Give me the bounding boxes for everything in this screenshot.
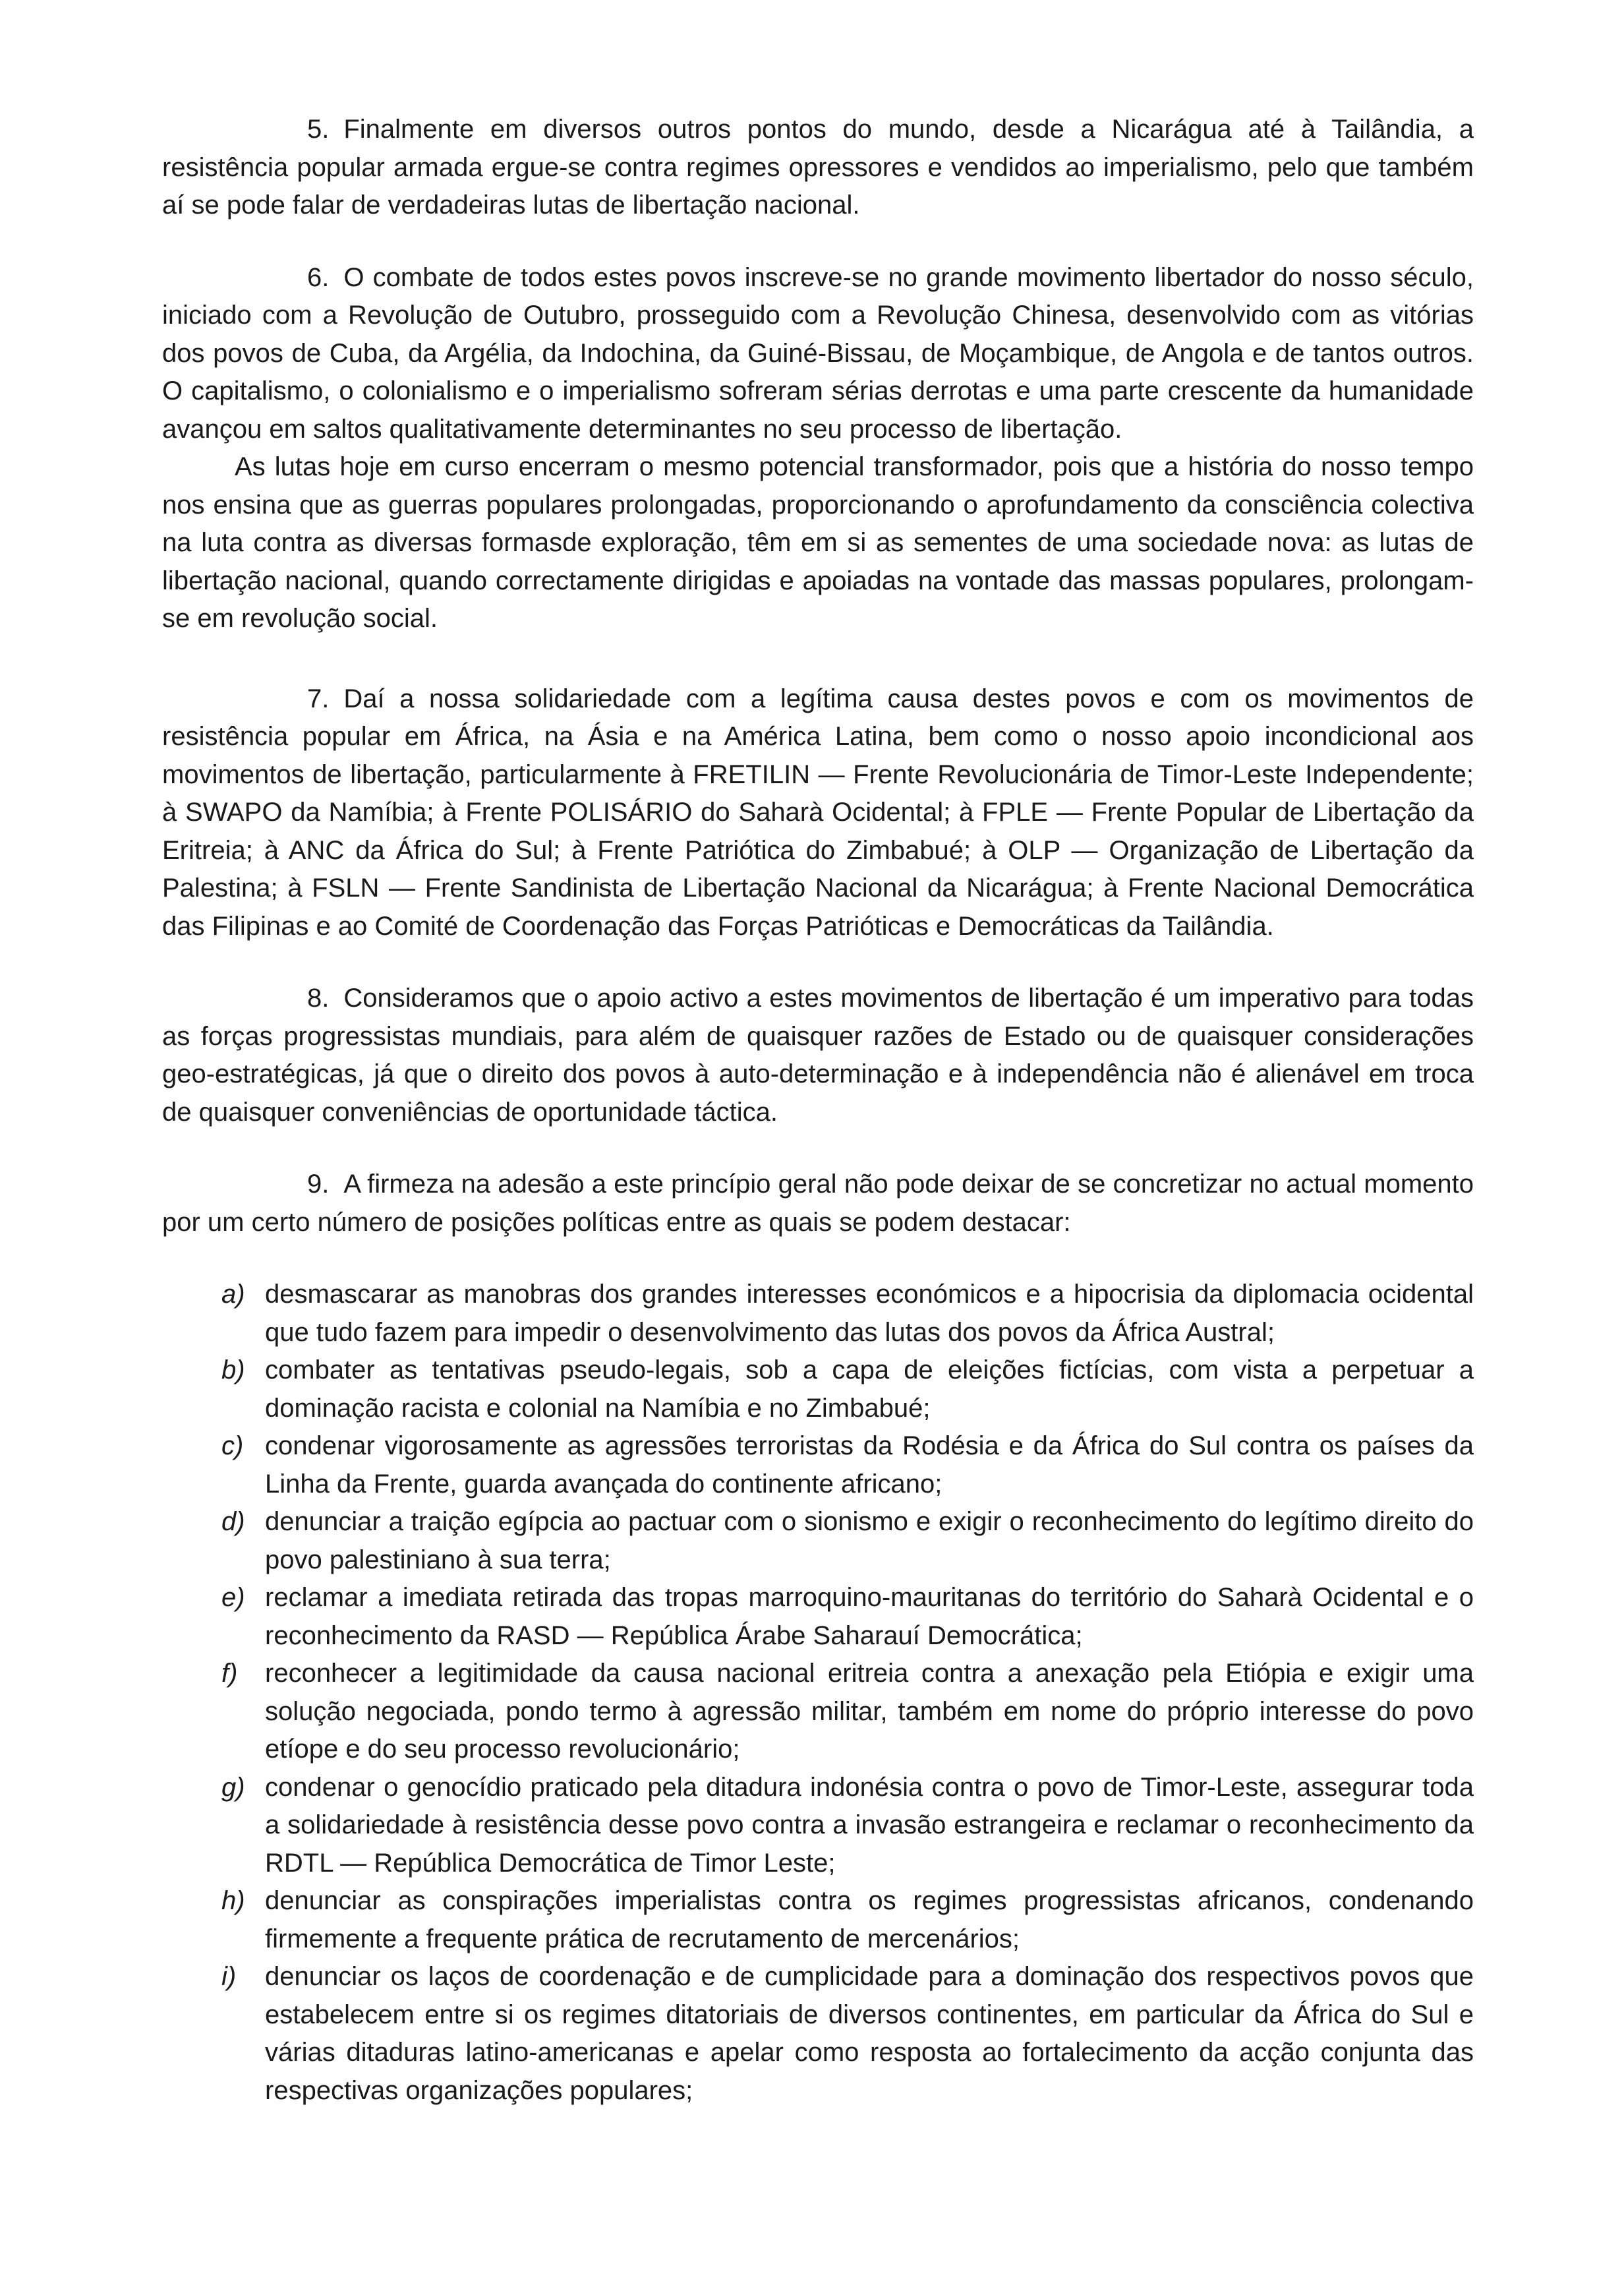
paragraph-6 [162,259,1474,449]
paragraph-text: Finalmente em diversos outros pontos do mundo, desde a Nicarágua até à Tailândia, a resistência popular armada ergue-se contra regimes opressores e vendidos ao imperialismo, pelo que também aí se pode falar de verdadeiras lutas de libertação nacional. [162,115,1474,220]
list-item [162,1579,1474,1655]
list-item-text: desmascarar as manobras dos grandes interesses económicos e a hipocrisia da diplomacia ocidental que tudo fazem para impedir o desenvolvimento das lutas dos povos da África Austral; [265,1280,1474,1347]
list-item-text: denunciar as conspirações imperialistas contra os regimes progressistas africanos, condenando firmemente a frequente prática de recrutamento de mercenários; [265,1886,1474,1953]
list-item [162,1427,1474,1503]
list-item-text: denunciar os laços de coordenação e de cumplicidade para a dominação dos respectivos povos que estabelecem entre si os regimes ditatoriais de diversos continentes, em particular da África do Sul e várias ditaduras latino-americanas e apelar como resposta ao fortalecimento da acção conjunta das respectivas organizações populares; [265,1962,1474,2105]
paragraph-number: 5. [307,115,330,144]
paragraph-text: Consideramos que o apoio activo a estes movimentos de libertação é um imperativo para todas as forças progressistas mundiais, para além de quaisquer razões de Estado ou de quaisquer considerações geo-estratégicas, já que o direito dos povos à auto-determinação e à independência não é alienável em troca de quaisquer conveniências de oportunidade táctica. [162,984,1474,1127]
list-item [162,1882,1474,1958]
list-item [162,1769,1474,1883]
paragraph-7 [162,680,1474,946]
list-item [162,1352,1474,1427]
list-marker: a) [221,1280,245,1309]
paragraph-text: As lutas hoje em curso encerram o mesmo potencial transformador, pois que a história do nosso tempo nos ensina que as guerras populares prolongadas, proporcionando o aprofundamento da consciência colectiva na luta contra as diversas formasde exploração, têm em si as sementes de uma sociedade nova: as lutas de libertação nacional, quando correctamente dirigidas e apoiadas na vontade das massas populares, prolongam-se em revolução social. [162,452,1474,633]
list-item-text: condenar vigorosamente as agressões terroristas da Rodésia e da África do Sul contra os países da Linha da Frente, guarda avançada do continente africano; [265,1431,1474,1499]
paragraph-9 [162,1166,1474,1241]
paragraph-number: 8. [307,984,330,1013]
paragraph-5 [162,111,1474,225]
list-marker: f) [221,1659,238,1688]
list-item [162,1503,1474,1579]
list-item-text: combater as tentativas pseudo-legais, sob a capa de eleições fictícias, com vista a perpetuar a dominação racista e colonial na Namíbia e no Zimbabué; [265,1355,1474,1423]
list-marker: b) [221,1355,245,1384]
paragraph-text: A firmeza na adesão a este princípio geral não pode deixar de se concretizar no actual momento por um certo número de posições políticas entre as quais se podem destacar: [162,1170,1474,1237]
list-item-text: reclamar a imediata retirada das tropas marroquino-mauritanas do território do Saharà Ocidental e o reconhecimento da RASD — República Árabe Saharauí Democrática; [265,1583,1474,1650]
paragraph-number: 9. [307,1170,330,1199]
list-item-text: condenar o genocídio praticado pela ditadura indonésia contra o povo de Timor-Leste, assegurar toda a solidariedade à resistência desse povo contra a invasão estrangeira e reclamar o reconhecimento da RDTL — República Democrática de Timor Leste; [265,1772,1474,1878]
paragraph-8 [162,980,1474,1131]
paragraph-number: 6. [307,262,330,292]
list-item [162,1655,1474,1769]
list-marker: e) [221,1583,245,1612]
list-item-text: reconhecer a legitimidade da causa nacional eritreia contra a anexação pela Etiópia e exigir uma solução negociada, pondo termo à agressão militar, também em nome do próprio interesse do povo etíope e do seu processo revolucionário; [265,1659,1474,1764]
list-marker: g) [221,1772,245,1802]
paragraph-text: Daí a nossa solidariedade com a legítima causa destes povos e com os movimentos de resistência popular em África, na Ásia e na América Latina, bem como o nosso apoio incondicional aos movimentos de libertação, particularmente à FRETILIN — Frente Revolucionária de Timor-Leste Independente; à SWAPO da Namíbia; à Frente POLISÁRIO do Saharà Ocidental; à FPLE — Frente Popular de Libertação da Eritreia; à ANC da África do Sul; à Frente Patriótica do Zimbabué; à OLP — Organização de Libertação da Palestina; à FSLN — Frente Sandinista de Libertação Nacional da Nicarágua; à Frente Nacional Democrática das Filipinas e ao Comité de Coordenação das Forças Patrióticas e Democráticas da Tailândia. [162,684,1474,941]
document-page [162,111,1474,2110]
list-marker: i) [221,1962,237,1991]
list-item [162,1958,1474,2110]
paragraph-number: 7. [307,684,330,713]
list-marker: c) [221,1431,244,1460]
list-marker: h) [221,1886,245,1915]
list-item [162,1276,1474,1352]
list-item-text: denunciar a traição egípcia ao pactuar com o sionismo e exigir o reconhecimento do legítimo direito do povo palestiniano à sua terra; [265,1507,1474,1574]
paragraph-text: O combate de todos estes povos inscreve-se no grande movimento libertador do nosso século, iniciado com a Revolução de Outubro, prosseguido com a Revolução Chinesa, desenvolvido com as vitórias dos povos de Cuba, da Argélia, da Indochina, da Guiné-Bissau, de Moçambique, de Angola e de tantos outros. O capitalismo, o colonialismo e o imperialismo sofreram sérias derrotas e uma parte crescente da humanidade avançou em saltos qualitativamente determinantes no seu processo de libertação. [162,262,1474,444]
list-marker: d) [221,1507,245,1536]
positions-list [162,1276,1474,2110]
paragraph-6-continued [162,448,1474,638]
